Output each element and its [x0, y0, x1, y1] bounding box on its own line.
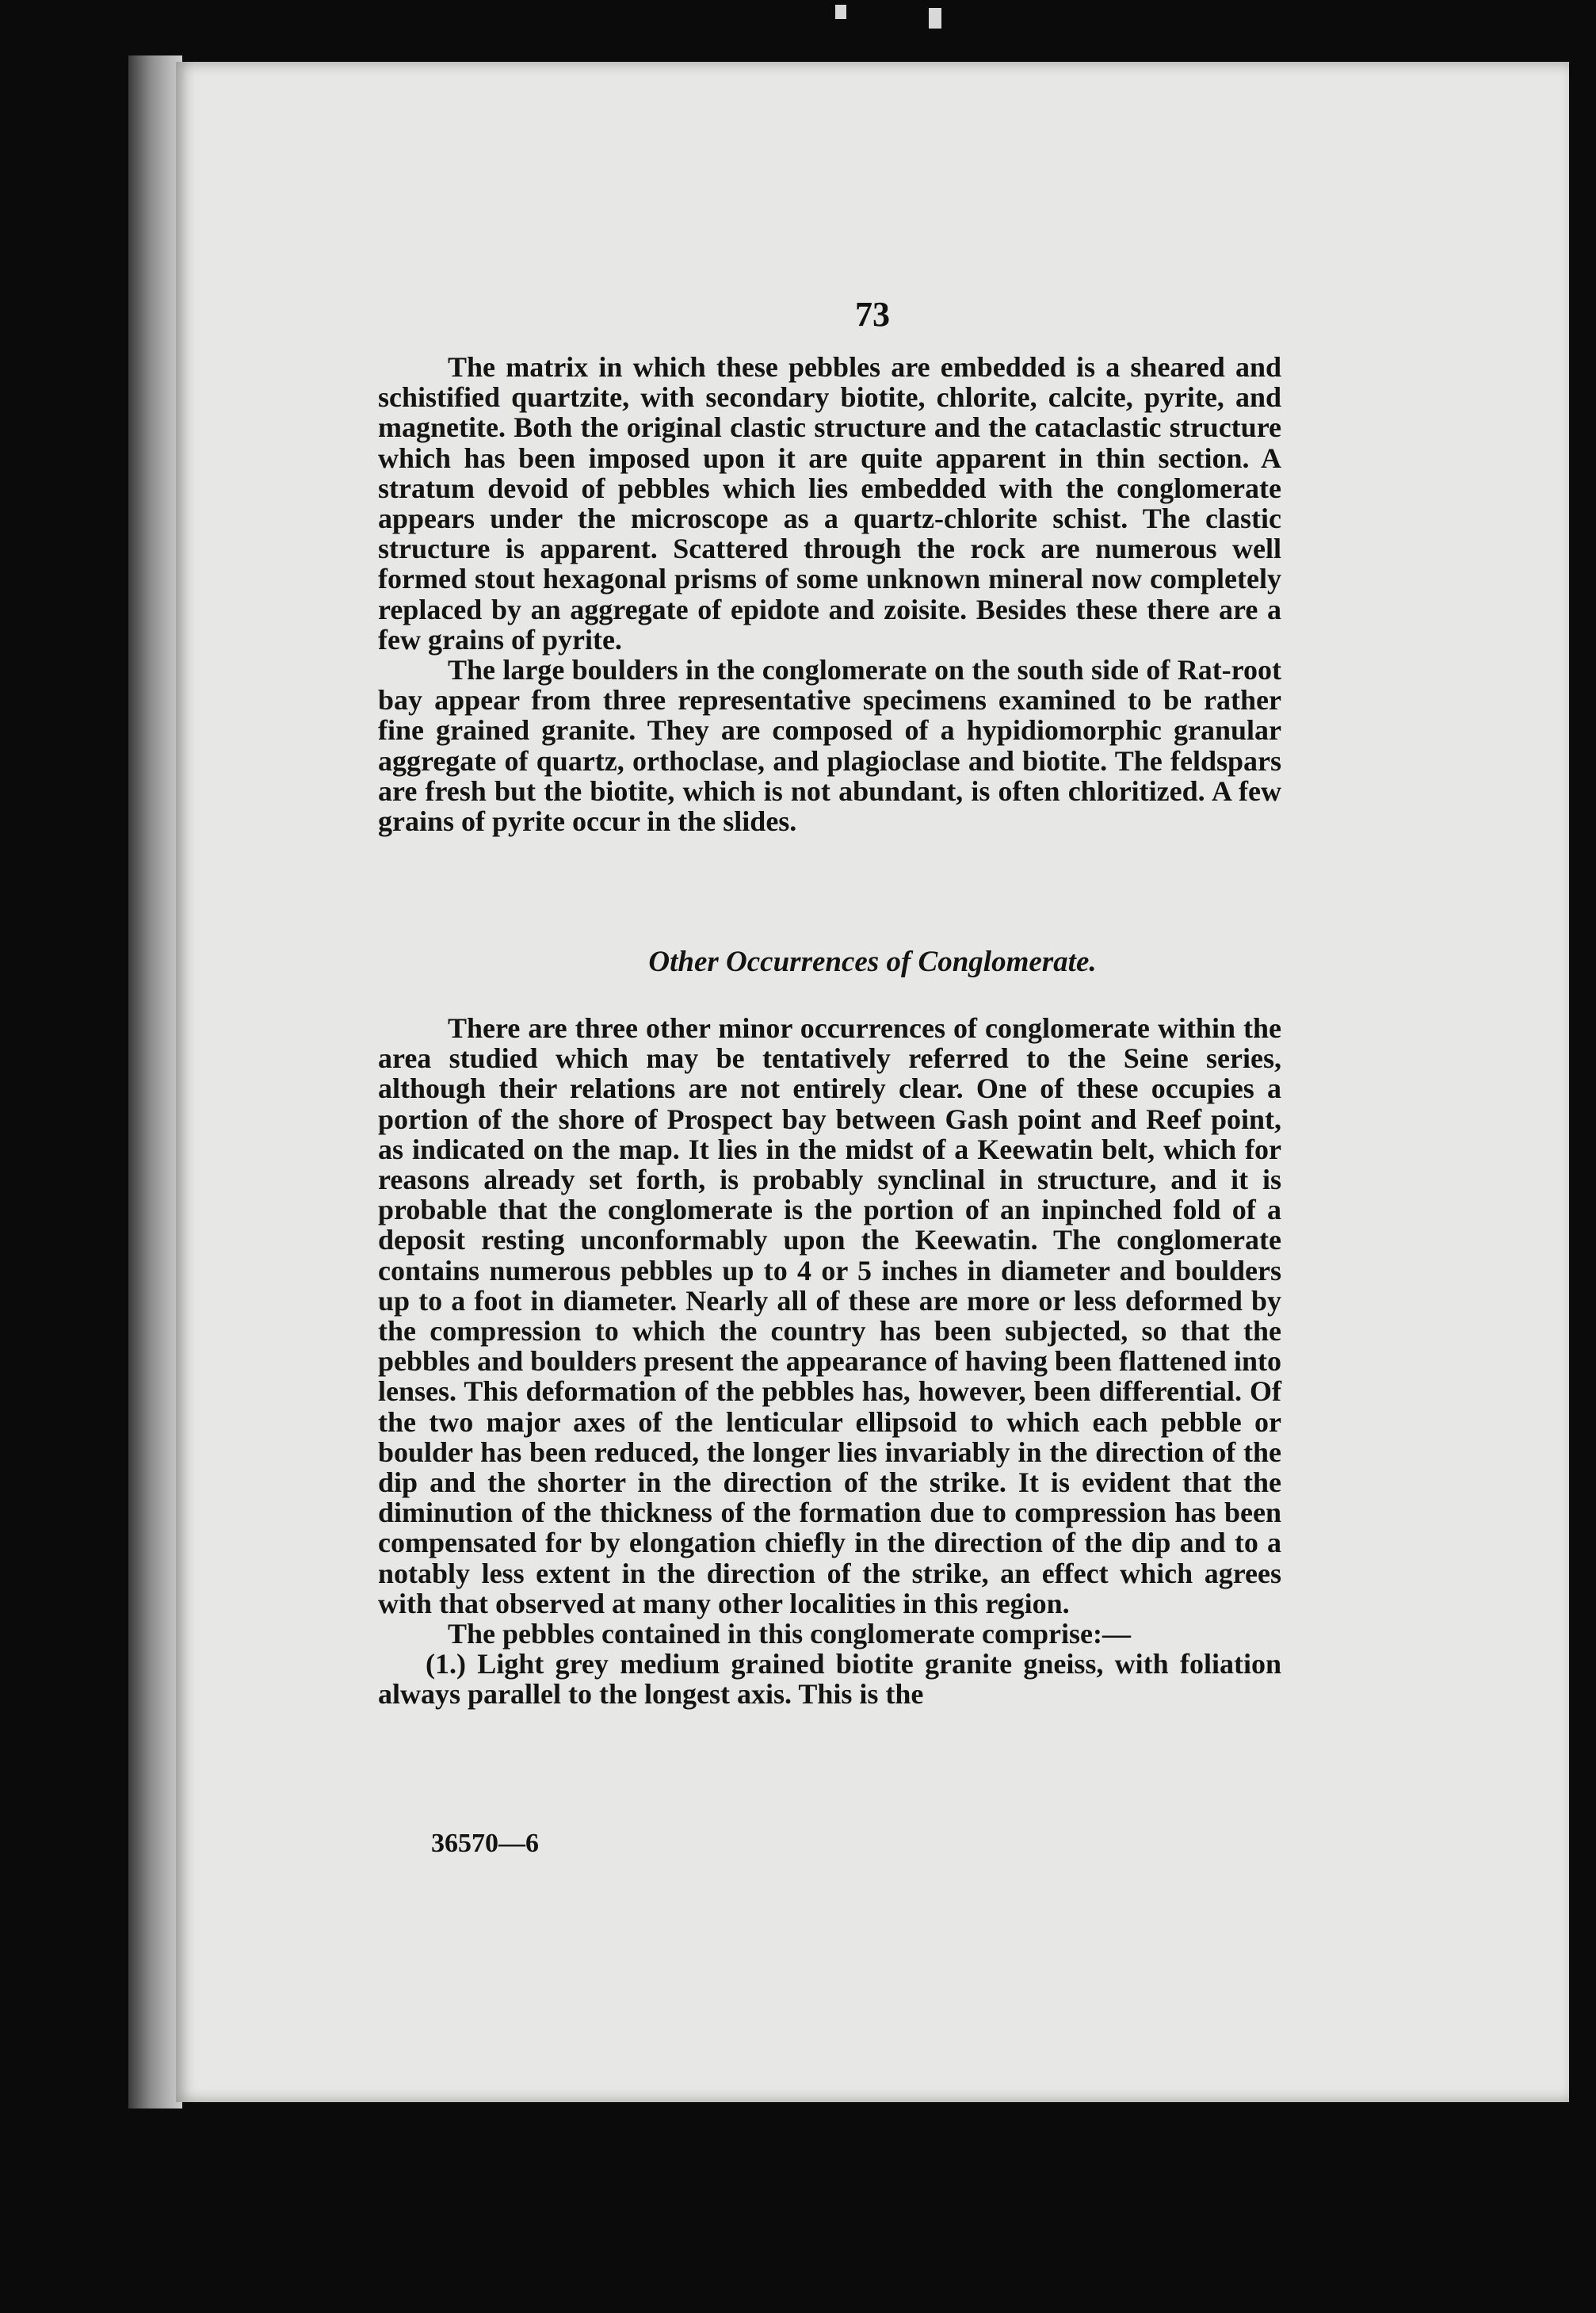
book-spine-shadow [128, 55, 182, 2108]
page-number: 73 [855, 295, 890, 334]
paragraph-other-occurrences: There are three other minor occurrences of conglomerate within the area studied which may be tentatively referred to the Seine series, although their relations are not entirely clear. One of these occupies a portion of the shore of Prospect bay between Gash point and Reef point, as indicated on the map. It lies in the midst of a Keewatin belt, which for reasons already set forth, is probably synclinal in structure, and it is probable that the conglomerate is the portion of an inpinched fold of a deposit resting unconformably upon the Keewatin. The conglomerate contains numerous pebbles up to 4 or 5 inches in diameter and boulders up to a foot in diameter. Nearly all of these are more or less deformed by the compression to which the country has been subjected, so that the pebbles and boulders present the appearance of having been flattened into lenses. This deformation of the pebbles has, however, been differential. Of the two major axes of the lenticular ellipsoid to which each pebble or boulder has been reduced, the longer lies invariably in the direction of the dip and the shorter in the direction of the strike. It is evident that the diminution of the thickness of the formation due to compression has been compensated for by elongation chiefly in the direction of the dip and to a notably less extent in the direction of the strike, an effect which agrees with that observed at many other localities in this region. [378, 1012, 1281, 1619]
scanned-page [176, 62, 1569, 2102]
body-text-part2 [378, 1013, 1281, 1710]
paragraph-list-item-1: (1.) Light grey medium grained biotite granite gneiss, with foliation always parallel to the longest axis. This is the [378, 1648, 1281, 1711]
body-text-part1 [378, 352, 1281, 836]
scan-speck [929, 8, 941, 29]
scan-speck [835, 5, 846, 19]
paragraph-boulders: The large boulders in the conglomerate on the south side of Rat-root bay appear from three representative specimens examined to be rather fine grained granite. They are composed of a hypidiomorphic granular aggregate of quartz, orthoclase, and plagioclase and biotite. The feldspars are fresh but the biotite, which is not abundant, is often chloritized. A few grains of pyrite occur in the slides. [378, 654, 1281, 838]
printer-signature: 36570—6 [431, 1829, 539, 1858]
paragraph-pebbles-intro: The pebbles contained in this conglomerate comprise:— [448, 1618, 1131, 1650]
paragraph-matrix: The matrix in which these pebbles are embedded is a sheared and schistified quartzite, with secondary biotite, chlorite, calcite, pyrite, and magnetite. Both the original clastic structure and the cataclastic structure which has been imposed upon it are quite apparent in thin section. A stratum devoid of pebbles which lies embedded with the conglomerate appears under the microscope as a quartz-chlorite schist. The clastic structure is apparent. Scattered through the rock are numerous well formed stout hexagonal prisms of some unknown mineral now completely replaced by an aggregate of epidote and zoisite. Besides these there are a few grains of pyrite. [378, 351, 1281, 656]
section-heading: Other Occurrences of Conglomerate. [648, 946, 1097, 978]
